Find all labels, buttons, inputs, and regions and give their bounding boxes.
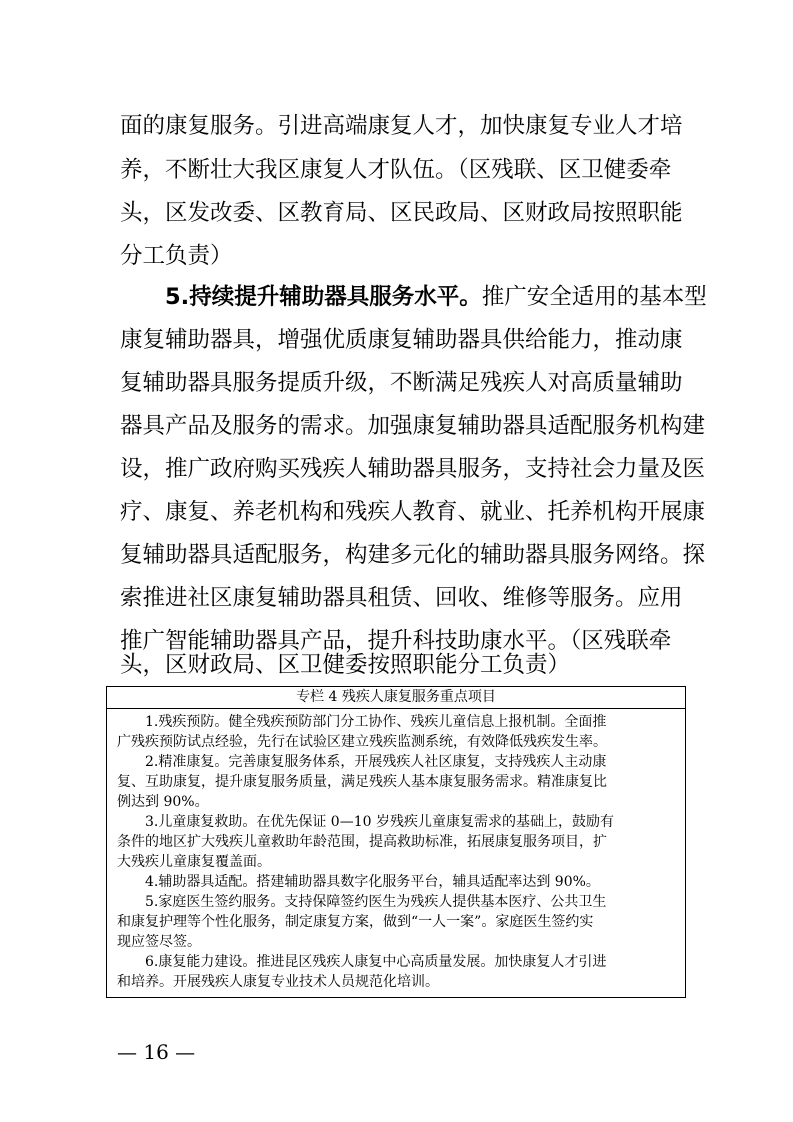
box-line: 6.康复能力建设。推进昆区残疾人康复中心高质量发展。加快康复人才引进 xyxy=(145,954,607,970)
body-line: 面的康复服务。引进高端康复人才，加快康复专业人才培 xyxy=(120,113,683,139)
body-line: 器具产品及服务的需求。加强康复辅助器具适配服务机构建 xyxy=(120,413,706,439)
body-line: 疗、康复、养老机构和残疾人教育、就业、托养机构开展康 xyxy=(120,499,706,525)
box-line: 4.辅助器具适配。搭建辅助器具数字化服务平台，辅具适配率达到 90%。 xyxy=(145,874,600,890)
body-line: 养，不断壮大我区康复人才队伍。（区残联、区卫健委牵 xyxy=(120,157,672,183)
box-line: 1.残疾预防。健全残疾预防部门分工协作、残疾儿童信息上报机制。全面推 xyxy=(145,714,607,730)
body-line: 分工负责） xyxy=(120,243,233,269)
box-line: 条件的地区扩大残疾儿童救助年龄范围，提高救助标准，拓展康复服务项目，扩 xyxy=(117,834,607,850)
box-line: 现应签尽签。 xyxy=(117,934,201,950)
body-line: 头，区发改委、区教育局、区民政局、区财政局按照职能 xyxy=(120,200,683,226)
body-line: 头，区财政局、区卫健委按照职能分工负责） xyxy=(120,652,571,678)
body-line: 康复辅助器具，增强优质康复辅助器具供给能力，推动康 xyxy=(120,327,683,353)
box-line: 3.儿童康复救助。在优先保证 0—10 岁残疾儿童康复需求的基础上，鼓励有 xyxy=(145,814,614,830)
box-line: 例达到 90%。 xyxy=(117,794,209,810)
body-line: 设，推广政府购买残疾人辅助器具服务，支持社会力量及医 xyxy=(120,456,706,482)
section-5-first-line xyxy=(165,282,707,312)
box-line: 和康复护理等个性化服务，制定康复方案，做到“一人一案”。家庭医生签约实 xyxy=(117,914,594,930)
box-line: 和培养。开展残疾人康复专业技术人员规范化培训。 xyxy=(117,974,439,990)
box-line: 大残疾儿童康复覆盖面。 xyxy=(117,854,271,870)
feature-box-title: 专栏 4 残疾人康复服务重点项目 xyxy=(107,687,685,709)
body-line: 推广智能辅助器具产品，提升科技助康水平。（区残联牵 xyxy=(120,628,672,654)
body-line: 复辅助器具适配服务，构建多元化的辅助器具服务网络。探 xyxy=(120,542,706,568)
box-line: 复、互助康复，提升康复服务质量，满足残疾人基本康复服务需求。精准康复比 xyxy=(117,774,607,790)
box-line: 2.精准康复。完善康复服务体系，开展残疾人社区康复，支持残疾人主动康 xyxy=(145,754,607,770)
feature-box xyxy=(106,686,686,998)
body-line: 复辅助器具服务提质升级，不断满足残疾人对高质量辅助 xyxy=(120,370,683,396)
body-line: 索推进社区康复辅助器具租赁、回收、维修等服务。应用 xyxy=(120,585,683,611)
page-number: — 16 — xyxy=(117,1040,196,1064)
box-line: 广残疾预防试点经验，先行在试验区建立残疾监测系统，有效降低残疾发生率。 xyxy=(117,734,607,750)
box-line: 5.家庭医生签约服务。支持保障签约医生为残疾人提供基本医疗、公共卫生 xyxy=(145,894,607,910)
section-5-text: 推广安全适用的基本型 xyxy=(481,284,707,310)
section-5-heading: 5.持续提升辅助器具服务水平。 xyxy=(165,284,482,310)
